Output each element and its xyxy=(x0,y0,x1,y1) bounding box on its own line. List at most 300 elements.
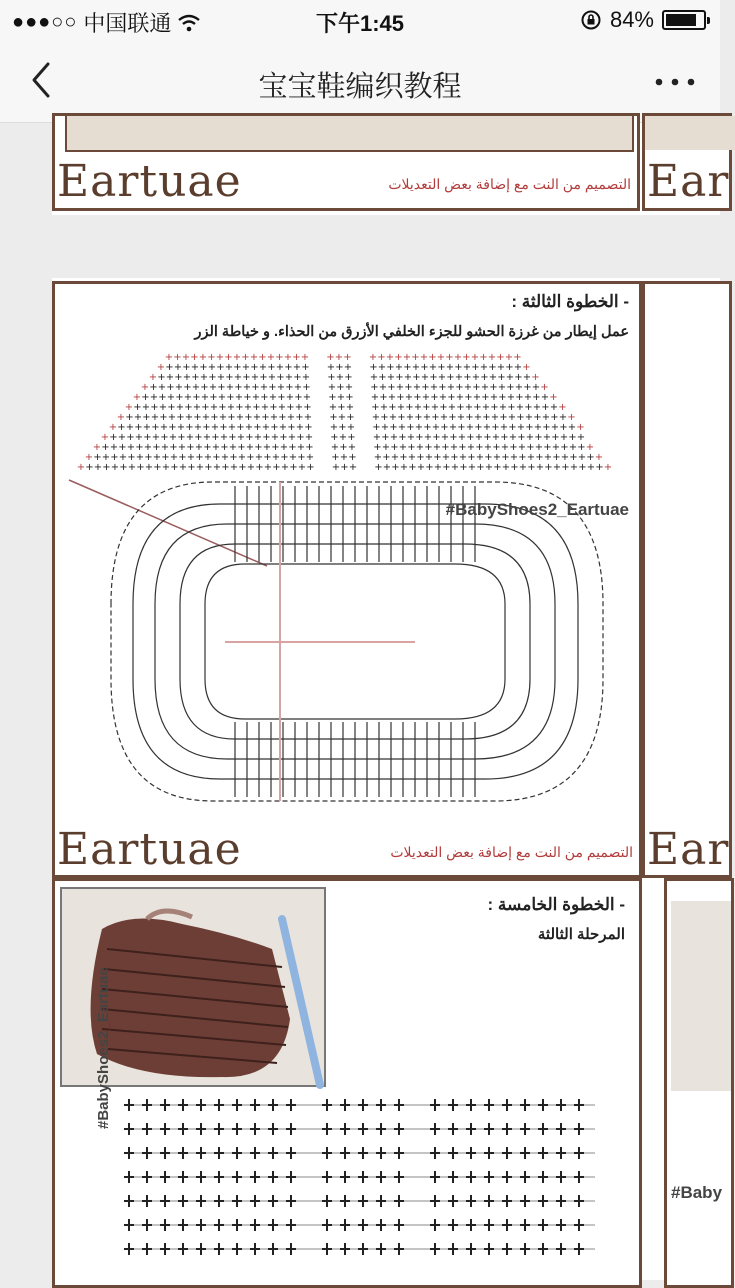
svg-text:+: + xyxy=(118,442,127,453)
svg-text:+: + xyxy=(455,392,465,403)
svg-text:+: + xyxy=(296,442,306,453)
svg-text:+: + xyxy=(232,352,242,363)
svg-text:+: + xyxy=(207,362,217,373)
svg-text:+: + xyxy=(158,392,167,403)
svg-text:+: + xyxy=(462,352,471,363)
svg-text:+: + xyxy=(167,412,177,423)
svg-text:+: + xyxy=(348,452,357,463)
svg-text:+: + xyxy=(463,372,472,383)
svg-text:+: + xyxy=(258,362,268,373)
svg-text:+: + xyxy=(226,392,235,403)
svg-text:+: + xyxy=(343,352,352,363)
svg-text:+: + xyxy=(200,392,210,403)
svg-text:+: + xyxy=(177,432,186,443)
svg-text:+: + xyxy=(425,462,434,473)
svg-text:+: + xyxy=(448,422,458,433)
svg-text:+: + xyxy=(491,422,500,433)
svg-text:+: + xyxy=(302,392,312,403)
svg-text:+: + xyxy=(379,402,389,413)
svg-text:+: + xyxy=(415,432,424,443)
svg-text:+: + xyxy=(268,392,278,403)
step3-image[interactable] xyxy=(52,278,730,878)
svg-text:+: + xyxy=(110,452,119,463)
right-hashtag-clipped: #Baby xyxy=(671,1183,723,1202)
svg-text:+: + xyxy=(183,382,192,393)
svg-text:+: + xyxy=(474,432,484,443)
svg-text:+: + xyxy=(398,432,407,443)
svg-text:+: + xyxy=(456,412,466,423)
svg-text:+: + xyxy=(211,432,220,443)
svg-text:+: + xyxy=(251,392,261,403)
svg-text:+: + xyxy=(513,352,522,363)
svg-text:+: + xyxy=(236,432,246,443)
svg-text:+: + xyxy=(157,372,166,383)
svg-text:+: + xyxy=(561,462,570,473)
navigation-bar xyxy=(0,40,720,123)
svg-text:+: + xyxy=(428,352,437,363)
svg-text:+: + xyxy=(193,422,203,433)
svg-text:+: + xyxy=(345,392,354,403)
svg-text:+: + xyxy=(412,372,421,383)
battery-percent: 84% xyxy=(609,7,654,32)
svg-text:+: + xyxy=(430,392,439,403)
svg-text:+: + xyxy=(262,442,272,453)
svg-text:+: + xyxy=(225,382,235,393)
svg-text:+: + xyxy=(286,412,296,423)
svg-text:+: + xyxy=(450,462,460,473)
design-credit: التصميم من النت مع إضافة بعض التعديلات xyxy=(390,844,633,860)
svg-text:+: + xyxy=(303,402,312,413)
svg-text:+: + xyxy=(176,412,185,423)
svg-text:+: + xyxy=(276,382,286,393)
svg-text:+: + xyxy=(576,432,586,443)
content-area[interactable] xyxy=(0,123,730,1280)
svg-text:+: + xyxy=(202,422,211,433)
svg-text:+: + xyxy=(195,452,204,463)
svg-text:+: + xyxy=(348,462,358,473)
svg-text:+: + xyxy=(229,452,238,463)
svg-text:+: + xyxy=(347,432,356,443)
svg-text:+: + xyxy=(390,452,400,463)
svg-text:+: + xyxy=(490,402,499,413)
svg-text:+: + xyxy=(158,402,168,413)
svg-text:+: + xyxy=(165,362,174,373)
svg-text:+: + xyxy=(235,402,244,413)
svg-text:+: + xyxy=(269,412,279,423)
svg-text:+: + xyxy=(595,462,604,473)
step3-right-panel xyxy=(642,281,732,878)
svg-text:+: + xyxy=(419,352,429,363)
svg-text:+: + xyxy=(173,352,182,363)
svg-text:+: + xyxy=(242,382,252,393)
svg-text:+: + xyxy=(505,372,515,383)
svg-text:+: + xyxy=(441,452,451,463)
svg-text:+: + xyxy=(150,412,160,423)
svg-text:+: + xyxy=(498,392,507,403)
svg-text:+: + xyxy=(198,352,208,363)
svg-text:+: + xyxy=(559,432,569,443)
svg-text:+: + xyxy=(414,412,423,423)
svg-text:+: + xyxy=(268,382,277,393)
svg-text:+: + xyxy=(568,432,577,443)
svg-text:+: + xyxy=(166,392,176,403)
svg-text:+: + xyxy=(524,412,534,423)
svg-text:+: + xyxy=(280,452,289,463)
more-button[interactable] xyxy=(650,62,700,102)
svg-text:+: + xyxy=(496,352,505,363)
svg-text:+: + xyxy=(471,372,481,383)
svg-text:+: + xyxy=(487,352,497,363)
svg-text:+: + xyxy=(142,422,152,433)
svg-text:+: + xyxy=(328,392,337,403)
svg-text:+: + xyxy=(429,372,438,383)
svg-text:+: + xyxy=(560,452,570,463)
svg-text:+: + xyxy=(431,412,440,423)
svg-text:+: + xyxy=(270,432,280,443)
svg-text:+: + xyxy=(475,452,485,463)
svg-text:+: + xyxy=(368,352,378,363)
svg-text:+: + xyxy=(541,402,550,413)
svg-text:+: + xyxy=(406,422,415,433)
svg-text:+: + xyxy=(160,442,170,453)
svg-text:+: + xyxy=(491,432,501,443)
step3-panel xyxy=(52,281,642,878)
brand-watermark: Eartuae xyxy=(57,156,242,207)
svg-text:+: + xyxy=(242,372,251,383)
svg-text:+: + xyxy=(340,462,349,473)
svg-text:+: + xyxy=(524,402,533,413)
svg-text:+: + xyxy=(186,452,196,463)
svg-text:+: + xyxy=(134,422,143,433)
svg-text:+: + xyxy=(191,372,200,383)
svg-text:+: + xyxy=(411,352,420,363)
svg-text:+: + xyxy=(153,462,162,473)
svg-text:+: + xyxy=(403,362,412,373)
svg-text:+: + xyxy=(157,382,167,393)
svg-text:+: + xyxy=(346,412,355,423)
svg-text:+: + xyxy=(270,422,279,433)
svg-text:+: + xyxy=(326,352,335,363)
svg-text:+: + xyxy=(523,392,533,403)
step3-description: عمل إيطار من غرزة الحشو للجزء الخلفي الأزرق من الحذاء. و خياطة الزر xyxy=(194,324,629,340)
svg-text:+: + xyxy=(301,372,311,383)
svg-text:+: + xyxy=(293,372,302,383)
svg-text:+: + xyxy=(518,452,527,463)
svg-text:+: + xyxy=(301,362,310,373)
svg-text:+: + xyxy=(603,462,613,473)
svg-text:+: + xyxy=(387,392,397,403)
svg-text:+: + xyxy=(109,442,119,453)
svg-text:+: + xyxy=(208,382,218,393)
svg-text:+: + xyxy=(506,382,515,393)
svg-text:+: + xyxy=(372,422,381,433)
svg-text:+: + xyxy=(403,372,413,383)
svg-text:+: + xyxy=(541,412,551,423)
svg-text:+: + xyxy=(490,412,500,423)
svg-text:+: + xyxy=(175,402,185,413)
svg-text:+: + xyxy=(127,462,137,473)
svg-text:+: + xyxy=(110,462,120,473)
svg-text:+: + xyxy=(278,412,287,423)
svg-text:+: + xyxy=(423,432,433,443)
svg-text:+: + xyxy=(283,352,293,363)
svg-text:+: + xyxy=(377,352,386,363)
top-panel xyxy=(52,113,640,211)
svg-text:+: + xyxy=(224,362,234,373)
svg-text:+: + xyxy=(405,402,414,413)
svg-text:+: + xyxy=(140,382,150,393)
svg-text:+: + xyxy=(466,432,475,443)
svg-text:+: + xyxy=(534,432,543,443)
svg-text:+: + xyxy=(382,462,392,473)
svg-text:+: + xyxy=(303,412,313,423)
svg-text:+: + xyxy=(439,412,449,423)
svg-text:+: + xyxy=(245,432,254,443)
svg-text:+: + xyxy=(585,442,595,453)
svg-text:+: + xyxy=(116,412,126,423)
svg-text:+: + xyxy=(379,392,388,403)
svg-text:+: + xyxy=(558,402,567,413)
svg-text:+: + xyxy=(531,372,540,383)
svg-text:+: + xyxy=(193,412,202,423)
svg-text:+: + xyxy=(586,462,596,473)
svg-text:+: + xyxy=(191,382,201,393)
svg-text:+: + xyxy=(552,452,561,463)
svg-text:+: + xyxy=(499,412,508,423)
svg-text:+: + xyxy=(286,402,295,413)
svg-text:+: + xyxy=(250,362,259,373)
page-title: 宝宝鞋编织教程 xyxy=(258,71,462,103)
svg-text:+: + xyxy=(255,462,264,473)
svg-text:+: + xyxy=(506,392,516,403)
step5-panel xyxy=(52,878,642,1288)
svg-text:+: + xyxy=(387,382,396,393)
carrier-name: 中国联通 xyxy=(83,11,172,36)
back-piece-stitch-chart xyxy=(55,354,639,814)
svg-text:+: + xyxy=(142,412,151,423)
svg-text:+: + xyxy=(516,422,526,433)
svg-text:+: + xyxy=(251,382,260,393)
svg-text:+: + xyxy=(518,462,528,473)
svg-text:+: + xyxy=(278,422,288,433)
svg-text:+: + xyxy=(220,452,230,463)
svg-text:+: + xyxy=(253,432,263,443)
svg-text:+: + xyxy=(415,442,425,453)
svg-text:+: + xyxy=(391,462,400,473)
svg-text:+: + xyxy=(430,402,440,413)
svg-text:+: + xyxy=(294,392,303,403)
svg-text:+: + xyxy=(237,442,246,453)
svg-text:+: + xyxy=(370,382,379,393)
svg-text:+: + xyxy=(399,462,409,473)
svg-text:+: + xyxy=(252,412,262,423)
svg-text:+: + xyxy=(532,392,541,403)
svg-text:+: + xyxy=(337,402,346,413)
svg-text:+: + xyxy=(133,402,142,413)
svg-text:+: + xyxy=(244,412,253,423)
svg-text:+: + xyxy=(442,462,451,473)
svg-text:+: + xyxy=(416,462,426,473)
svg-text:+: + xyxy=(151,422,160,433)
svg-text:+: + xyxy=(292,362,302,373)
svg-text:+: + xyxy=(457,422,466,433)
svg-text:+: + xyxy=(161,452,170,463)
svg-text:+: + xyxy=(534,442,544,453)
svg-text:+: + xyxy=(246,462,256,473)
svg-text:+: + xyxy=(428,362,438,373)
svg-text:+: + xyxy=(543,452,553,463)
svg-text:+: + xyxy=(125,422,135,433)
brand-watermark: Eartuae xyxy=(57,824,242,875)
svg-text:+: + xyxy=(464,392,473,403)
svg-text:+: + xyxy=(498,402,508,413)
row-stitch-grid xyxy=(124,1099,595,1255)
more-dots-icon xyxy=(656,79,695,86)
svg-text:+: + xyxy=(480,382,490,393)
svg-text:+: + xyxy=(508,422,517,433)
svg-text:+: + xyxy=(381,442,391,453)
svg-text:+: + xyxy=(217,382,226,393)
svg-text:+: + xyxy=(433,452,442,463)
svg-text:+: + xyxy=(288,452,298,463)
svg-text:+: + xyxy=(497,372,506,383)
svg-text:+: + xyxy=(183,392,193,403)
svg-text:+: + xyxy=(302,382,311,393)
svg-text:+: + xyxy=(185,422,194,433)
svg-text:+: + xyxy=(445,352,454,363)
svg-text:+: + xyxy=(421,382,430,393)
step3-hashtag: #BabyShoes2_Eartuae xyxy=(445,500,629,519)
svg-text:+: + xyxy=(482,422,492,433)
svg-text:+: + xyxy=(516,412,525,423)
svg-text:+: + xyxy=(93,452,102,463)
svg-text:+: + xyxy=(263,462,273,473)
svg-text:+: + xyxy=(422,412,432,423)
svg-text:+: + xyxy=(568,442,578,453)
svg-text:+: + xyxy=(542,422,551,433)
svg-text:+: + xyxy=(438,382,447,393)
top-panel-right xyxy=(642,113,732,211)
svg-text:+: + xyxy=(436,352,446,363)
svg-text:+: + xyxy=(203,442,212,453)
svg-text:+: + xyxy=(450,452,459,463)
svg-text:+: + xyxy=(250,372,260,383)
svg-text:+: + xyxy=(127,452,136,463)
svg-text:+: + xyxy=(277,392,286,403)
svg-text:+: + xyxy=(259,372,268,383)
svg-text:+: + xyxy=(522,372,532,383)
svg-text:+: + xyxy=(216,362,225,373)
svg-text:+: + xyxy=(576,422,585,433)
step5-right-panel xyxy=(664,878,734,1288)
svg-text:+: + xyxy=(492,442,501,453)
svg-text:+: + xyxy=(100,432,110,443)
svg-text:+: + xyxy=(208,372,217,383)
svg-text:+: + xyxy=(296,432,305,443)
svg-text:+: + xyxy=(334,352,344,363)
svg-text:+: + xyxy=(194,442,204,453)
svg-text:+: + xyxy=(347,442,357,453)
svg-text:+: + xyxy=(543,442,552,453)
svg-text:+: + xyxy=(339,452,349,463)
svg-text:+: + xyxy=(233,362,242,373)
svg-text:+: + xyxy=(407,452,417,463)
top-panel-photo-edge xyxy=(65,116,634,152)
svg-text:+: + xyxy=(212,462,222,473)
svg-text:+: + xyxy=(304,422,313,433)
svg-text:+: + xyxy=(514,382,524,393)
svg-text:+: + xyxy=(192,392,201,403)
svg-text:+: + xyxy=(429,382,439,393)
svg-text:+: + xyxy=(492,452,502,463)
svg-text:+: + xyxy=(184,402,193,413)
svg-text:+: + xyxy=(234,392,244,403)
svg-text:+: + xyxy=(552,462,562,473)
svg-text:+: + xyxy=(207,352,216,363)
svg-text:+: + xyxy=(550,412,559,423)
svg-text:+: + xyxy=(159,422,169,433)
svg-text:+: + xyxy=(141,402,151,413)
svg-text:+: + xyxy=(215,352,225,363)
svg-text:+: + xyxy=(168,422,177,433)
clock: 下午1:45 xyxy=(315,11,405,36)
svg-text:+: + xyxy=(559,422,568,433)
svg-text:+: + xyxy=(432,442,442,453)
svg-text:+: + xyxy=(336,392,346,403)
svg-text:+: + xyxy=(225,372,234,383)
svg-text:+: + xyxy=(454,362,463,373)
svg-text:+: + xyxy=(234,382,243,393)
svg-text:+: + xyxy=(441,442,450,453)
battery-icon xyxy=(662,10,706,30)
svg-text:+: + xyxy=(178,462,188,473)
svg-text:+: + xyxy=(386,372,396,383)
svg-text:+: + xyxy=(101,442,110,453)
svg-text:+: + xyxy=(413,392,422,403)
svg-text:+: + xyxy=(293,382,303,393)
svg-text:+: + xyxy=(226,402,236,413)
svg-text:+: + xyxy=(509,442,518,453)
svg-text:+: + xyxy=(483,442,493,453)
svg-text:+: + xyxy=(533,422,543,433)
svg-text:+: + xyxy=(187,462,196,473)
connector-line xyxy=(69,480,267,566)
svg-text:+: + xyxy=(174,372,183,383)
svg-text:+: + xyxy=(399,452,408,463)
signal-strength-icon: ●●●○○ xyxy=(12,11,78,33)
svg-text:+: + xyxy=(170,462,179,473)
svg-text:+: + xyxy=(448,412,457,423)
svg-text:+: + xyxy=(156,362,166,373)
svg-text:+: + xyxy=(241,352,250,363)
svg-text:+: + xyxy=(515,392,524,403)
svg-text:+: + xyxy=(209,402,219,413)
svg-text:+: + xyxy=(465,412,474,423)
svg-text:+: + xyxy=(411,362,421,373)
svg-text:+: + xyxy=(374,462,383,473)
svg-text:+: + xyxy=(135,452,145,463)
svg-text:+: + xyxy=(124,402,134,413)
svg-text:+: + xyxy=(259,382,269,393)
svg-text:+: + xyxy=(134,432,144,443)
svg-text:+: + xyxy=(126,432,135,443)
svg-text:+: + xyxy=(300,352,310,363)
svg-text:+: + xyxy=(169,452,179,463)
step5-image[interactable] xyxy=(52,878,723,1280)
svg-text:+: + xyxy=(523,382,532,393)
svg-text:+: + xyxy=(447,392,456,403)
svg-text:+: + xyxy=(431,422,441,433)
